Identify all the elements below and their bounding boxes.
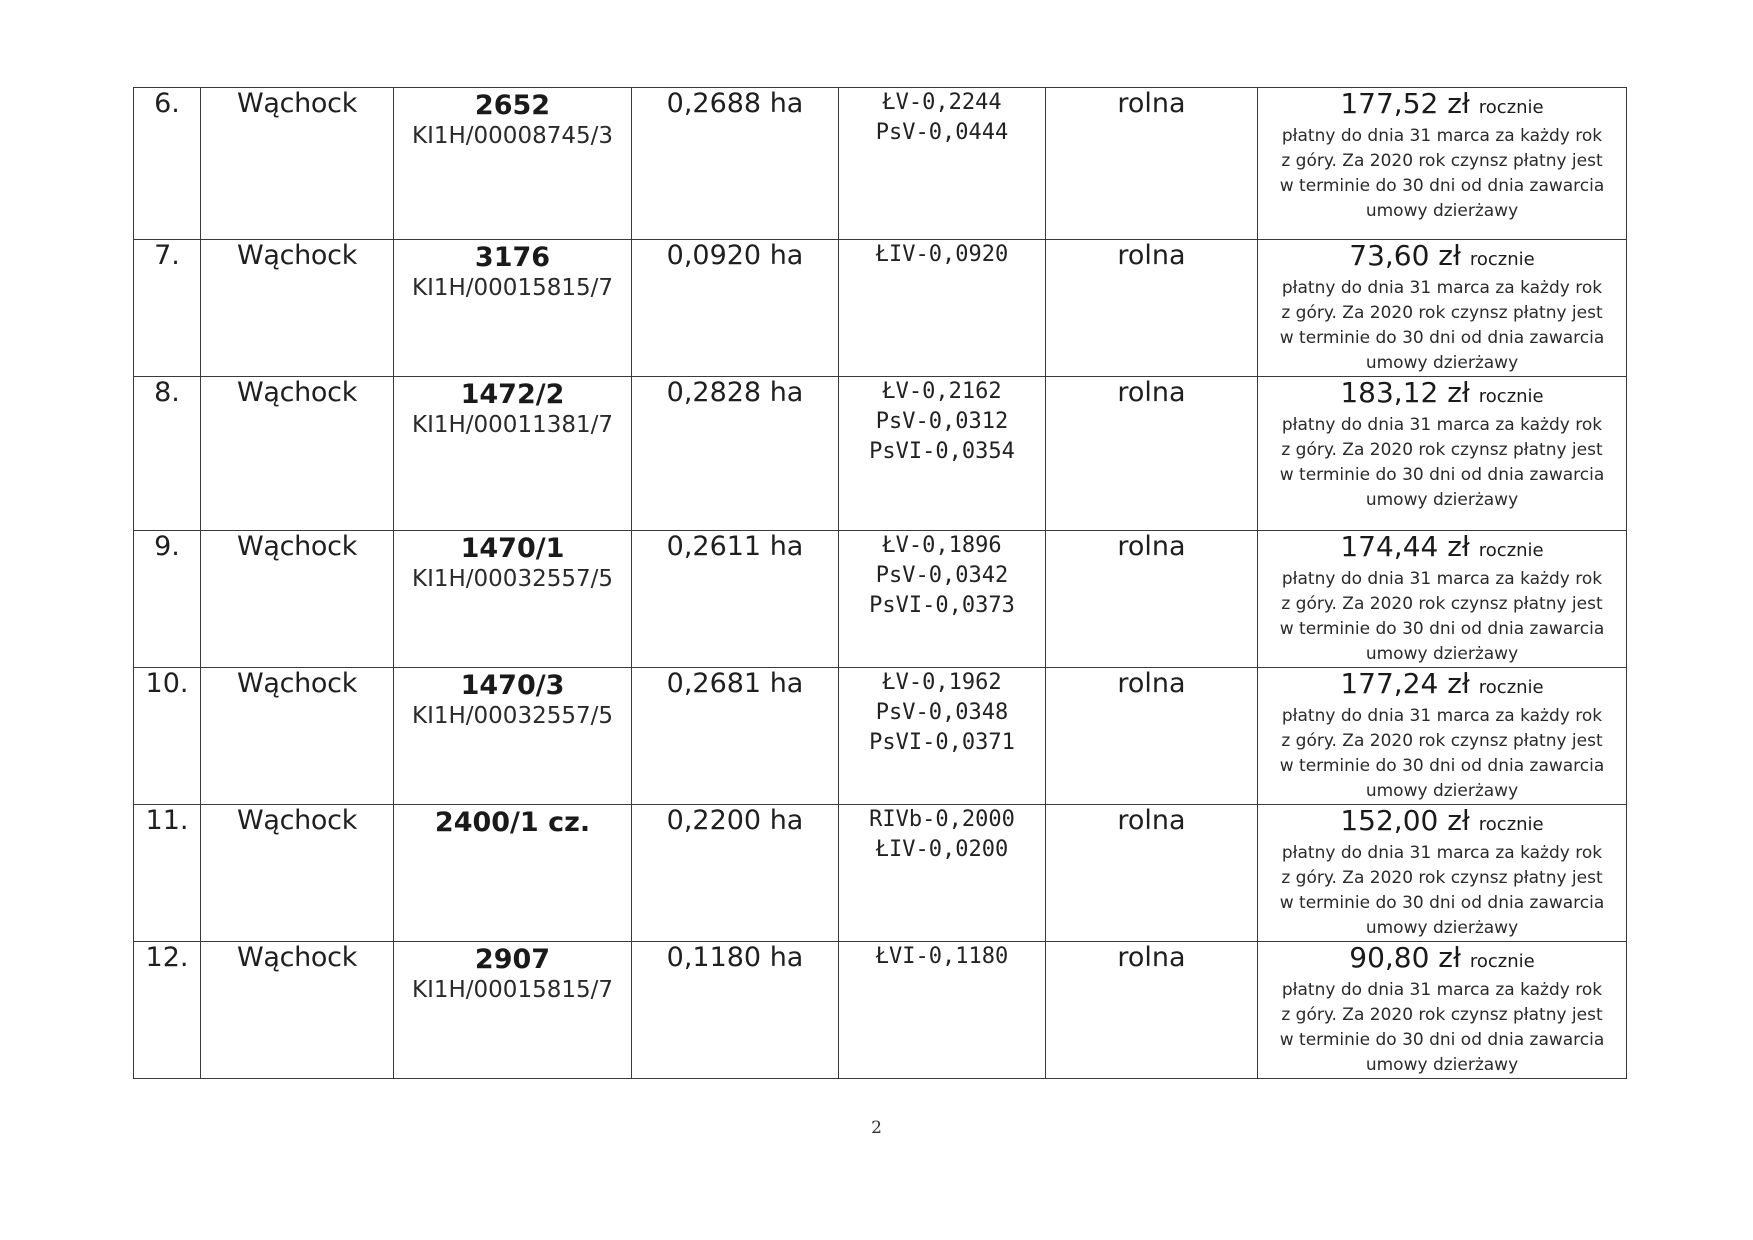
- plot-area: 0,2200 ha: [666, 805, 804, 836]
- row-number-cell: [134, 805, 201, 942]
- area-cell: [632, 377, 839, 531]
- plot-cell: [394, 942, 632, 1079]
- rent-note: [1258, 841, 1626, 941]
- location-cell: [201, 377, 394, 531]
- lease-table-body: [134, 88, 1627, 1079]
- row-number: 10.: [145, 668, 189, 699]
- plot-cell: [394, 531, 632, 668]
- rent-amount-line: [1258, 942, 1626, 978]
- plot-area: 0,0920 ha: [666, 240, 804, 271]
- rent-note-line: z góry. Za 2020 rok czynsz płatny jest: [1281, 303, 1603, 323]
- row-number: 11.: [145, 805, 189, 836]
- rent-amount: 73,60 zł: [1349, 239, 1461, 272]
- location-cell: [201, 531, 394, 668]
- plot-area: 0,2828 ha: [666, 377, 804, 408]
- rent-amount: 177,24 zł: [1340, 667, 1470, 700]
- rent-amount: 183,12 zł: [1340, 376, 1470, 409]
- land-use: rolna: [1117, 531, 1186, 562]
- land-use: rolna: [1117, 240, 1186, 271]
- row-number-cell: [134, 240, 201, 377]
- location-cell: [201, 668, 394, 805]
- row-number-cell: [134, 377, 201, 531]
- rent-note: [1258, 978, 1626, 1078]
- table-row: [134, 88, 1627, 240]
- area-cell: [632, 805, 839, 942]
- rent-note: [1258, 567, 1626, 667]
- soil-class-entry: PsVI-0,0371: [869, 730, 1015, 755]
- land-register-number: KI1H/00015815/7: [412, 275, 613, 301]
- location: Wąchock: [236, 668, 358, 699]
- rent-note-line: płatny do dnia 31 marca za każdy rok: [1281, 980, 1603, 1000]
- rent-note: [1258, 276, 1626, 376]
- land-register-number: KI1H/00032557/5: [412, 703, 613, 729]
- rent-note-line: płatny do dnia 31 marca za każdy rok: [1281, 415, 1603, 435]
- area-cell: [632, 240, 839, 377]
- soil-class-cell: [839, 88, 1046, 240]
- rent-note-line: umowy dzierżawy: [1365, 644, 1519, 664]
- soil-class-entry: ŁV-0,2244: [882, 90, 1002, 115]
- area-cell: [632, 531, 839, 668]
- land-use-cell: [1046, 88, 1258, 240]
- rent-period: rocznie: [1478, 540, 1544, 561]
- rent-note-line: z góry. Za 2020 rok czynsz płatny jest: [1281, 151, 1603, 171]
- rent-cell: [1258, 377, 1627, 531]
- soil-class-entry: RIVb-0,2000: [869, 807, 1015, 832]
- row-number: 6.: [154, 88, 180, 119]
- plot-area: 0,1180 ha: [666, 942, 804, 973]
- rent-note-line: płatny do dnia 31 marca za każdy rok: [1281, 278, 1603, 298]
- lease-table: [133, 87, 1627, 1079]
- row-number-cell: [134, 88, 201, 240]
- soil-class-entry: ŁIV-0,0200: [875, 837, 1009, 862]
- row-number: 8.: [154, 377, 180, 408]
- location: Wąchock: [236, 240, 358, 271]
- land-use-cell: [1046, 240, 1258, 377]
- row-number-cell: [134, 942, 201, 1079]
- rent-note-line: w terminie do 30 dni od dnia zawarcia: [1279, 619, 1605, 639]
- plot-area: 0,2611 ha: [666, 531, 804, 562]
- soil-class-entry: PsV-0,0444: [875, 120, 1009, 145]
- soil-class-entry: PsVI-0,0354: [869, 439, 1015, 464]
- land-use-cell: [1046, 377, 1258, 531]
- rent-amount: 177,52 zł: [1340, 87, 1470, 120]
- plot-number: 2907: [474, 944, 551, 975]
- rent-note-line: płatny do dnia 31 marca za każdy rok: [1281, 843, 1603, 863]
- plot-number: 3176: [474, 242, 551, 273]
- rent-cell: [1258, 942, 1627, 1079]
- soil-class-entry: ŁV-0,2162: [882, 379, 1002, 404]
- rent-note-line: w terminie do 30 dni od dnia zawarcia: [1279, 893, 1605, 913]
- rent-note-line: umowy dzierżawy: [1365, 201, 1519, 221]
- rent-note-line: z góry. Za 2020 rok czynsz płatny jest: [1281, 731, 1603, 751]
- rent-cell: [1258, 240, 1627, 377]
- row-number: 7.: [154, 240, 180, 271]
- row-number: 12.: [145, 942, 189, 973]
- area-cell: [632, 88, 839, 240]
- row-number-cell: [134, 531, 201, 668]
- location-cell: [201, 805, 394, 942]
- rent-note-line: płatny do dnia 31 marca za każdy rok: [1281, 126, 1603, 146]
- rent-period: rocznie: [1478, 386, 1544, 407]
- rent-note-line: umowy dzierżawy: [1365, 353, 1519, 373]
- rent-amount-line: [1258, 377, 1626, 413]
- rent-note: [1258, 413, 1626, 513]
- location: Wąchock: [236, 531, 358, 562]
- table-row: [134, 668, 1627, 805]
- rent-note-line: płatny do dnia 31 marca za każdy rok: [1281, 569, 1603, 589]
- land-use: rolna: [1117, 668, 1186, 699]
- soil-class-entry: PsV-0,0312: [875, 409, 1009, 434]
- area-cell: [632, 942, 839, 1079]
- rent-cell: [1258, 531, 1627, 668]
- rent-amount-line: [1258, 240, 1626, 276]
- soil-class-entry: ŁV-0,1962: [882, 670, 1002, 695]
- rent-note-line: umowy dzierżawy: [1365, 1055, 1519, 1075]
- plot-number: 1472/2: [460, 379, 565, 410]
- rent-note-line: w terminie do 30 dni od dnia zawarcia: [1279, 465, 1605, 485]
- table-row: [134, 531, 1627, 668]
- soil-class-cell: [839, 531, 1046, 668]
- location: Wąchock: [236, 377, 358, 408]
- plot-area: 0,2688 ha: [666, 88, 804, 119]
- rent-note-line: w terminie do 30 dni od dnia zawarcia: [1279, 756, 1605, 776]
- rent-note-line: umowy dzierżawy: [1365, 918, 1519, 938]
- location-cell: [201, 88, 394, 240]
- soil-class-entry: PsVI-0,0373: [869, 593, 1015, 618]
- rent-note-line: umowy dzierżawy: [1365, 781, 1519, 801]
- location-cell: [201, 942, 394, 1079]
- rent-note-line: z góry. Za 2020 rok czynsz płatny jest: [1281, 868, 1603, 888]
- table-row: [134, 942, 1627, 1079]
- page-number: 2: [871, 1118, 882, 1138]
- rent-amount: 152,00 zł: [1340, 804, 1470, 837]
- rent-period: rocznie: [1478, 814, 1544, 835]
- rent-cell: [1258, 805, 1627, 942]
- rent-period: rocznie: [1478, 677, 1544, 698]
- row-number-cell: [134, 668, 201, 805]
- location: Wąchock: [236, 805, 358, 836]
- location: Wąchock: [236, 88, 358, 119]
- land-register-number: KI1H/00032557/5: [412, 566, 613, 592]
- plot-cell: [394, 240, 632, 377]
- rent-note-line: umowy dzierżawy: [1365, 490, 1519, 510]
- land-use-cell: [1046, 668, 1258, 805]
- land-use: rolna: [1117, 377, 1186, 408]
- land-register-number: KI1H/00008745/3: [412, 123, 613, 149]
- soil-class-cell: [839, 805, 1046, 942]
- rent-note-line: z góry. Za 2020 rok czynsz płatny jest: [1281, 440, 1603, 460]
- rent-note-line: z góry. Za 2020 rok czynsz płatny jest: [1281, 1005, 1603, 1025]
- location-cell: [201, 240, 394, 377]
- rent-period: rocznie: [1469, 249, 1535, 270]
- rent-note-line: w terminie do 30 dni od dnia zawarcia: [1279, 1030, 1605, 1050]
- rent-cell: [1258, 88, 1627, 240]
- plot-cell: [394, 377, 632, 531]
- soil-class-entry: ŁIV-0,0920: [875, 242, 1009, 267]
- land-use: rolna: [1117, 942, 1186, 973]
- land-use-cell: [1046, 805, 1258, 942]
- rent-note: [1258, 704, 1626, 804]
- soil-class-cell: [839, 240, 1046, 377]
- plot-number: 2652: [474, 90, 551, 121]
- land-use-cell: [1046, 531, 1258, 668]
- plot-cell: [394, 88, 632, 240]
- rent-amount-line: [1258, 531, 1626, 567]
- plot-number: 2400/1 cz.: [434, 807, 591, 838]
- plot-cell: [394, 805, 632, 942]
- area-cell: [632, 668, 839, 805]
- soil-class-cell: [839, 942, 1046, 1079]
- rent-note: [1258, 124, 1626, 224]
- table-row: [134, 805, 1627, 942]
- rent-note-line: płatny do dnia 31 marca za każdy rok: [1281, 706, 1603, 726]
- land-use: rolna: [1117, 805, 1186, 836]
- rent-note-line: w terminie do 30 dni od dnia zawarcia: [1279, 176, 1605, 196]
- rent-period: rocznie: [1469, 951, 1535, 972]
- soil-class-entry: ŁV-0,1896: [882, 533, 1002, 558]
- soil-class-cell: [839, 377, 1046, 531]
- soil-class-entry: PsV-0,0342: [875, 563, 1009, 588]
- plot-number: 1470/1: [460, 533, 565, 564]
- land-use: rolna: [1117, 88, 1186, 119]
- rent-note-line: z góry. Za 2020 rok czynsz płatny jest: [1281, 594, 1603, 614]
- row-number: 9.: [154, 531, 180, 562]
- rent-amount-line: [1258, 805, 1626, 841]
- soil-class-cell: [839, 668, 1046, 805]
- land-register-number: KI1H/00015815/7: [412, 977, 613, 1003]
- land-register-number: KI1H/00011381/7: [412, 412, 613, 438]
- rent-period: rocznie: [1478, 97, 1544, 118]
- rent-amount: 90,80 zł: [1349, 941, 1461, 974]
- rent-amount: 174,44 zł: [1340, 530, 1470, 563]
- land-use-cell: [1046, 942, 1258, 1079]
- rent-amount-line: [1258, 88, 1626, 124]
- rent-amount-line: [1258, 668, 1626, 704]
- location: Wąchock: [236, 942, 358, 973]
- soil-class-entry: ŁVI-0,1180: [875, 944, 1009, 969]
- rent-note-line: w terminie do 30 dni od dnia zawarcia: [1279, 328, 1605, 348]
- plot-area: 0,2681 ha: [666, 668, 804, 699]
- table-row: [134, 240, 1627, 377]
- soil-class-entry: PsV-0,0348: [875, 700, 1009, 725]
- rent-cell: [1258, 668, 1627, 805]
- plot-number: 1470/3: [460, 670, 565, 701]
- table-row: [134, 377, 1627, 531]
- plot-cell: [394, 668, 632, 805]
